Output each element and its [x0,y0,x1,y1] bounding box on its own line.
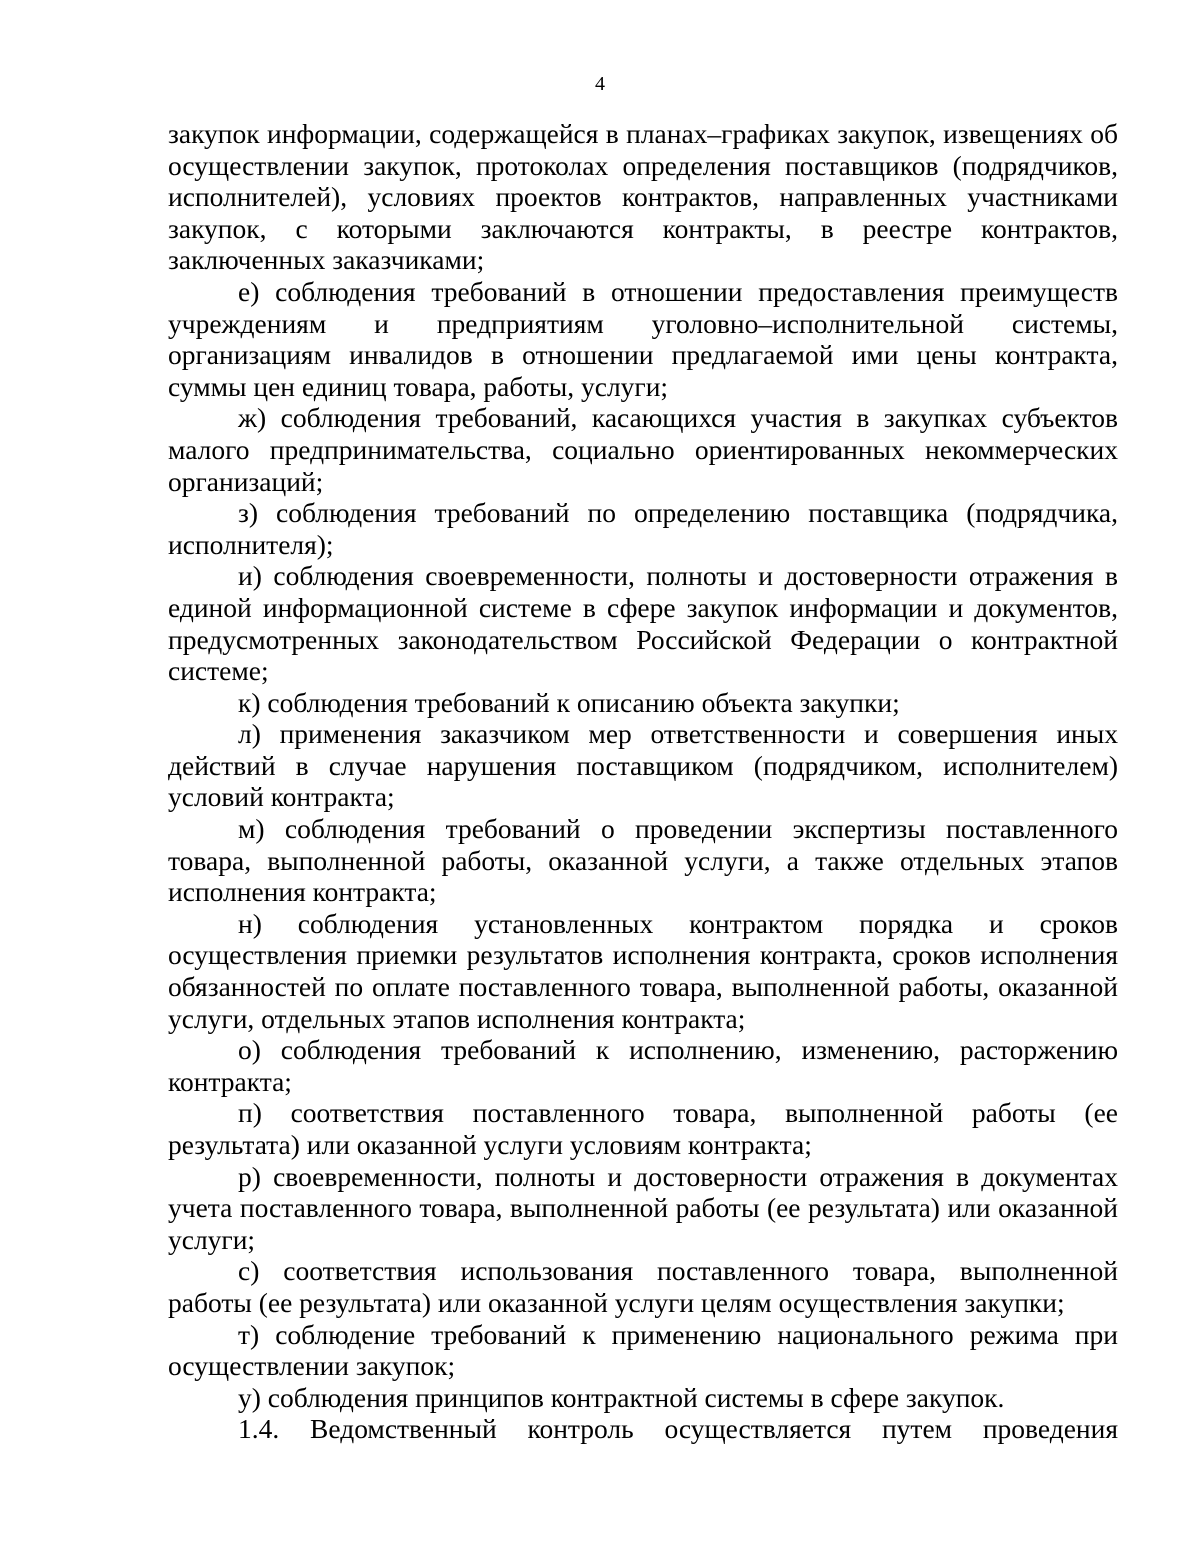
paragraph-item-i: и) соблюдения своевременности, полноты и достоверности отражения в единой информационной системе в сфере закупок информации и документов, предусмотренных законодательством Российской Федерации о контрактной системе; [168,560,1118,687]
paragraph-item-l: л) применения заказчиком мер ответственности и совершения иных действий в случае нарушения поставщиком (подрядчиком, исполнителем) условий контракта; [168,718,1118,813]
paragraph-section-1-4: 1.4. Ведомственный контроль осуществляется путем проведения [238,1413,1118,1445]
paragraph-item-p: п) соответствия поставленного товара, выполненной работы (ее результата) или оказанной услуги условиям контракта; [168,1097,1118,1160]
page-number: 4 [595,73,605,95]
paragraph-item-e: е) соблюдения требований в отношении предоставления преимуществ учреждениям и предприятиям уголовно–исполнительной системы, организациям инвалидов в отношении предлагаемой ими цены контракта, суммы цен единиц товара, работы, услуги; [168,275,1118,402]
paragraph-item-r: р) своевременности, полноты и достоверности отражения в документах учета поставленного товара, выполненной работы (ее результата) или оказанной услуги; [168,1160,1118,1255]
paragraph-item-s: с) соответствия использования поставленного товара, выполненной работы (ее результата) или оказанной услуги целям осуществления закупки; [168,1255,1118,1318]
paragraph-item-t: т) соблюдение требований к применению национального режима при осуществлении закупок; [168,1318,1118,1382]
paragraph-item-m: м) соблюдения требований о проведении экспертизы поставленного товара, выполненной работы, оказанной услуги, а также отдельных этапов исполнения контракта; [168,813,1118,908]
paragraph-item-o: о) соблюдения требований к исполнению, изменению, расторжению контракта; [168,1034,1118,1097]
paragraph-item-z: з) соблюдения требований по определению поставщика (подрядчика, исполнителя); [168,497,1118,560]
paragraph-item-k: к) соблюдения требований к описанию объекта закупки; [238,686,900,718]
paragraph-item-n: н) соблюдения установленных контрактом порядка и сроков осуществления приемки результатов исполнения контракта, сроков исполнения обязанностей по оплате поставленного товара, выполненной работы, оказанной услуги, отдельных этапов исполнения контракта; [168,907,1118,1034]
document-body [168,118,1118,1445]
paragraph-item-u: у) соблюдения принципов контрактной системы в сфере закупок. [238,1381,1005,1413]
paragraph-item-zh: ж) соблюдения требований, касающихся участия в закупках субъектов малого предпринимательства, социально ориентированных некоммерческих организаций; [168,402,1118,497]
paragraph-continuation: закупок информации, содержащейся в планах–графиках закупок, извещениях об осуществлении закупок, протоколах определения поставщиков (подрядчиков, исполнителей), условиях проектов контрактов, направленных участниками закупок, с которыми заключаются контракты, в реестре контрактов, заключенных заказчиками; [168,118,1118,276]
